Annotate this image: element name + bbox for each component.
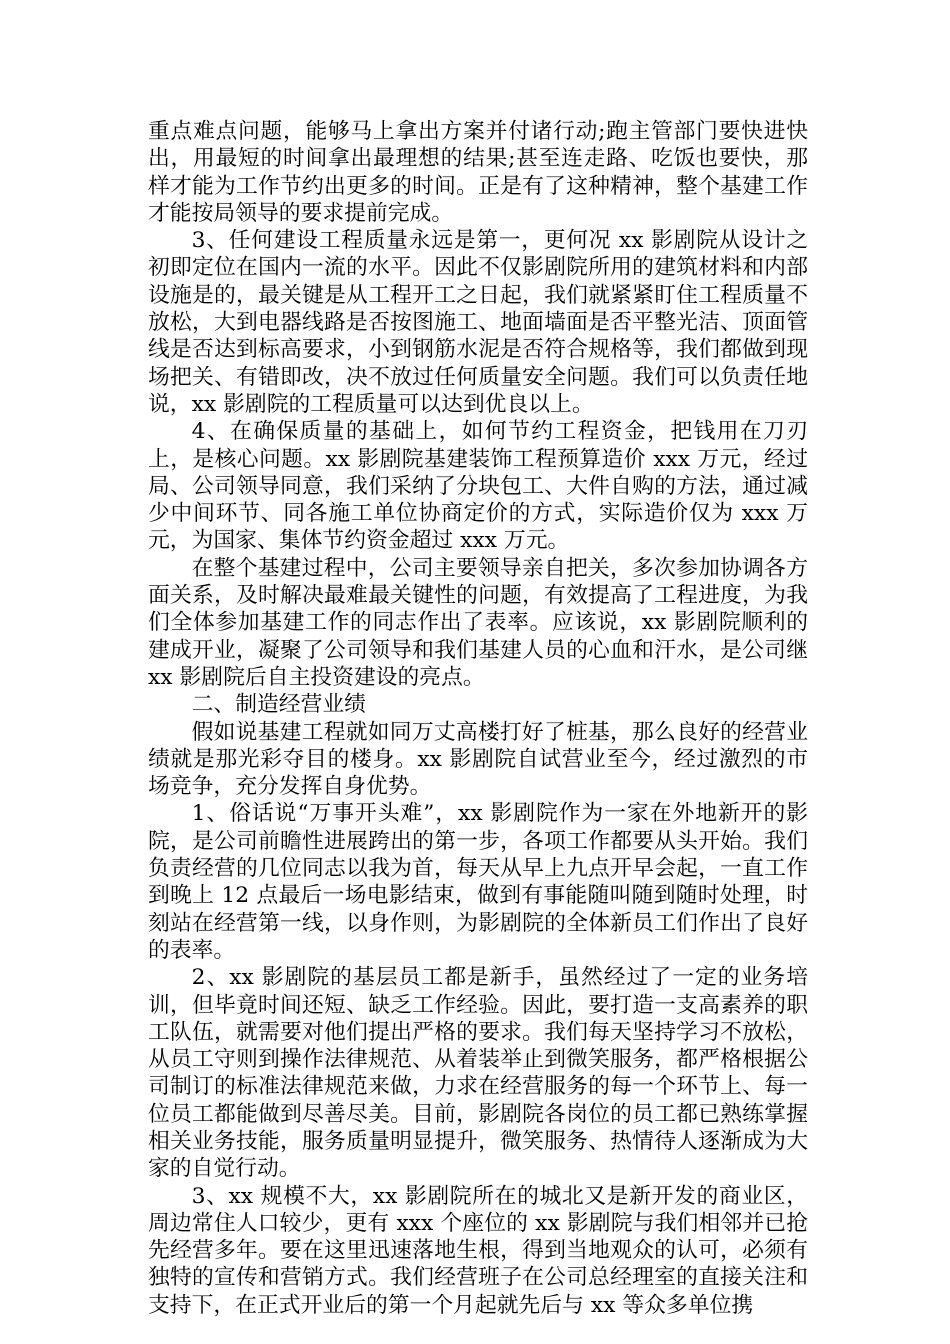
paragraph-difficult-start: 1、俗话说“万事开头难”，xx 影剧院作为一家在外地新开的影院，是公司前瞻性进展跨出的第一步，各项工作都要从头开始。我们负责经营的几位同志以我为首，每天从早上九点开早会起，一直工作到晚上 12 点最后一场电影结束，做到有事能随叫随到随时处理，时刻站在经营第一线，以身作则，为影剧院的全体新员工们作出了良好的表率。: [148, 801, 808, 963]
section-heading-operating-results: 二、制造经营业绩: [191, 692, 366, 718]
paragraph-staff-training: 2、xx 影剧院的基层员工都是新手，虽然经过了一定的业务培训，但毕竟时间还短、缺乏工作经验。因此，要打造一支高素养的职工队伍，就需要对他们提出严格的要求。我们每天坚持学习不放松，从员工守则到操作法律规范、从着装举止到微笑服务，都严格根据公司制订的标准法律规范来做，力求在经营服务的每一个环节上、每一位员工都能做到尽善尽美。目前，影剧院各岗位的员工都已熟练掌握相关业务技能，服务质量明显提升，微笑服务、热情待人逐渐成为大家的自觉行动。: [148, 965, 808, 1182]
paragraph-leadership: 在整个基建过程中，公司主要领导亲自把关，多次参加协调各方面关系，及时解决最难最关键性的问题，有效提高了工程进度，为我们全体参加基建工作的同志作出了表率。应该说，xx 影剧院顺利的建成开业，凝聚了公司领导和我们基建人员的心血和汗水，是公司继 xx 影剧院后自主投资建设的亮点。: [148, 555, 808, 690]
paragraph-saving-funds: 4、在确保质量的基础上，如何节约工程资金，把钱用在刀刃上，是核心问题。xx 影剧院基建装饰工程预算造价 xxx 万元，经过局、公司领导同意，我们采纳了分块包工、大件自购的方法，通过减少中间环节、同各施工单位协商定价的方式，实际造价仅为 xxx 万元，为国家、集体节约资金超过 xxx 万元。: [148, 419, 808, 554]
paragraph-operating-intro: 假如说基建工程就如同万丈高楼打好了桩基，那么良好的经营业绩就是那光彩夺目的楼身。xx 影剧院自试营业至今，经过激烈的市场竞争，充分发挥自身优势。: [148, 719, 808, 800]
document-body: [148, 118, 808, 1319]
paragraph-continuation: 重点难点问题，能够马上拿出方案并付诸行动;跑主管部门要快进快出，用最短的时间拿出最理想的结果;甚至连走路、吃饭也要快，那样才能为工作节约出更多的时间。正是有了这种精神，整个基建工作才能按局领导的要求提前完成。: [148, 119, 808, 226]
paragraph-marketing: 3、xx 规模不大，xx 影剧院所在的城北又是新开发的商业区，周边常住人口较少，更有 xxx 个座位的 xx 影剧院与我们相邻并已抢先经营多年。要在这里迅速落地生根，得到当地观众的认可，必须有独特的宣传和营销方式。我们经营班子在公司总经理室的直接关注和支持下，在正式开业后的第一个月起就先后与 xx 等众多单位携: [148, 1183, 808, 1318]
paragraph-engineering-quality: 3、任何建设工程质量永远是第一，更何况 xx 影剧院从设计之初即定位在国内一流的水平。因此不仅影剧院所用的建筑材料和内部设施是的，最关键是从工程开工之日起，我们就紧紧盯住工程质量不放松，大到电器线路是否按图施工、地面墙面是否平整光洁、顶面管线是否达到标高要求，小到钢筋水泥是否符合规格等，我们都做到现场把关、有错即改，决不放过任何质量安全问题。我们可以负责任地说，xx 影剧院的工程质量可以达到优良以上。: [148, 228, 808, 417]
